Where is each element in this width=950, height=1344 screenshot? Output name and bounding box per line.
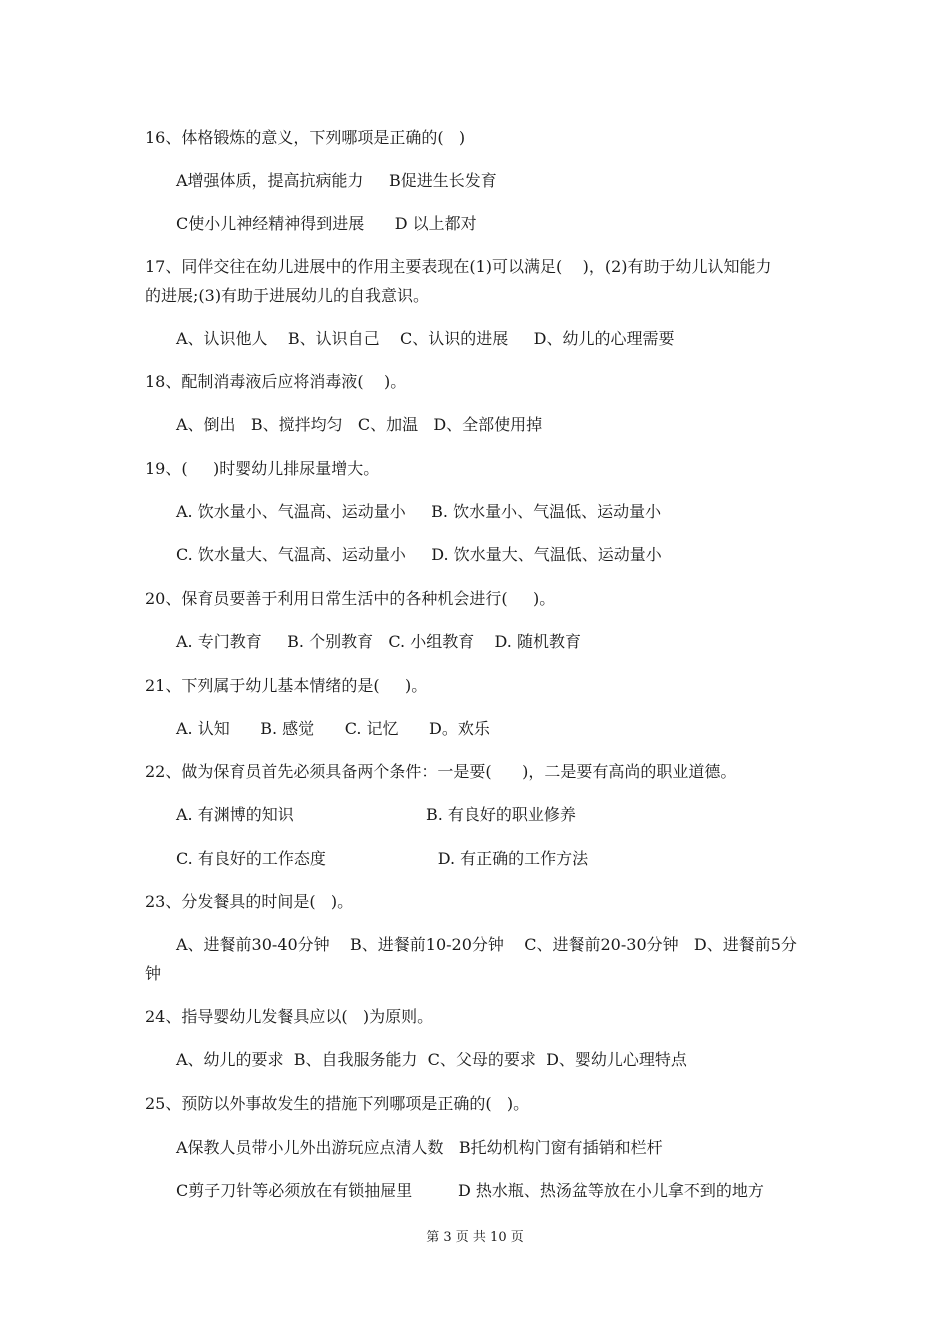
- question-17-options: A、认识他人 B、认识自己 C、认识的进展 D、幼儿的心理需要: [176, 329, 675, 348]
- question-16-options-cd: C使小儿神经精神得到进展 D 以上都对: [176, 214, 477, 233]
- question-23-options-continued: 钟: [145, 964, 162, 983]
- question-25-options-ab: A保教人员带小儿外出游玩应点清人数 B托幼机构门窗有插销和栏杆: [176, 1138, 663, 1157]
- question-23-stem: 23、分发餐具的时间是( )。: [145, 892, 354, 911]
- question-16-options-ab: A增强体质，提高抗病能力 B促进生长发育: [176, 171, 497, 190]
- question-18-options: A、倒出 B、搅拌均匀 C、加温 D、全部使用掉: [176, 415, 543, 434]
- question-22-stem: 22、做为保育员首先必须具备两个条件：一是要( )，二是要有高尚的职业道德。: [145, 762, 737, 781]
- question-23-options: A、进餐前30-40分钟 B、进餐前10-20分钟 C、进餐前20-30分钟 D、进餐前5分: [176, 935, 797, 954]
- question-20-stem: 20、保育员要善于利用日常生活中的各种机会进行( )。: [145, 589, 556, 608]
- question-19-options-ab: A. 饮水量小、气温高、运动量小 B. 饮水量小、气温低、运动量小: [176, 502, 662, 521]
- question-21-stem: 21、下列属于幼儿基本情绪的是( )。: [145, 676, 428, 695]
- question-17-stem: 17、同伴交往在幼儿进展中的作用主要表现在(1)可以满足( )，(2)有助于幼儿认知能力: [145, 257, 772, 276]
- question-25-options-cd: C剪子刀针等必须放在有锁抽屉里 D 热水瓶、热汤盆等放在小儿拿不到的地方: [176, 1181, 764, 1200]
- question-25-stem: 25、预防以外事故发生的措施下列哪项是正确的( )。: [145, 1094, 530, 1113]
- question-20-options: A. 专门教育 B. 个别教育 C. 小组教育 D. 随机教育: [176, 632, 581, 651]
- question-19-stem: 19、( )时婴幼儿排尿量增大。: [145, 459, 380, 478]
- page-number-footer: 第 3 页 共 10 页: [426, 1230, 524, 1245]
- question-24-stem: 24、指导婴幼儿发餐具应以( )为原则。: [145, 1007, 434, 1026]
- question-22-options-ab: A. 有渊博的知识 B. 有良好的职业修养: [176, 805, 576, 824]
- question-24-options: A、幼儿的要求 B、自我服务能力 C、父母的要求 D、婴幼儿心理特点: [176, 1050, 687, 1069]
- question-21-options: A. 认知 B. 感觉 C. 记忆 D。欢乐: [176, 719, 490, 738]
- question-22-options-cd: C. 有良好的工作态度 D. 有正确的工作方法: [176, 849, 589, 868]
- question-18-stem: 18、配制消毒液后应将消毒液( )。: [145, 372, 407, 391]
- question-17-stem-continued: 的进展;(3)有助于进展幼儿的自我意识。: [145, 286, 430, 305]
- question-19-options-cd: C. 饮水量大、气温高、运动量小 D. 饮水量大、气温低、运动量小: [176, 545, 662, 564]
- question-16-stem: 16、体格锻炼的意义，下列哪项是正确的( ): [145, 128, 466, 147]
